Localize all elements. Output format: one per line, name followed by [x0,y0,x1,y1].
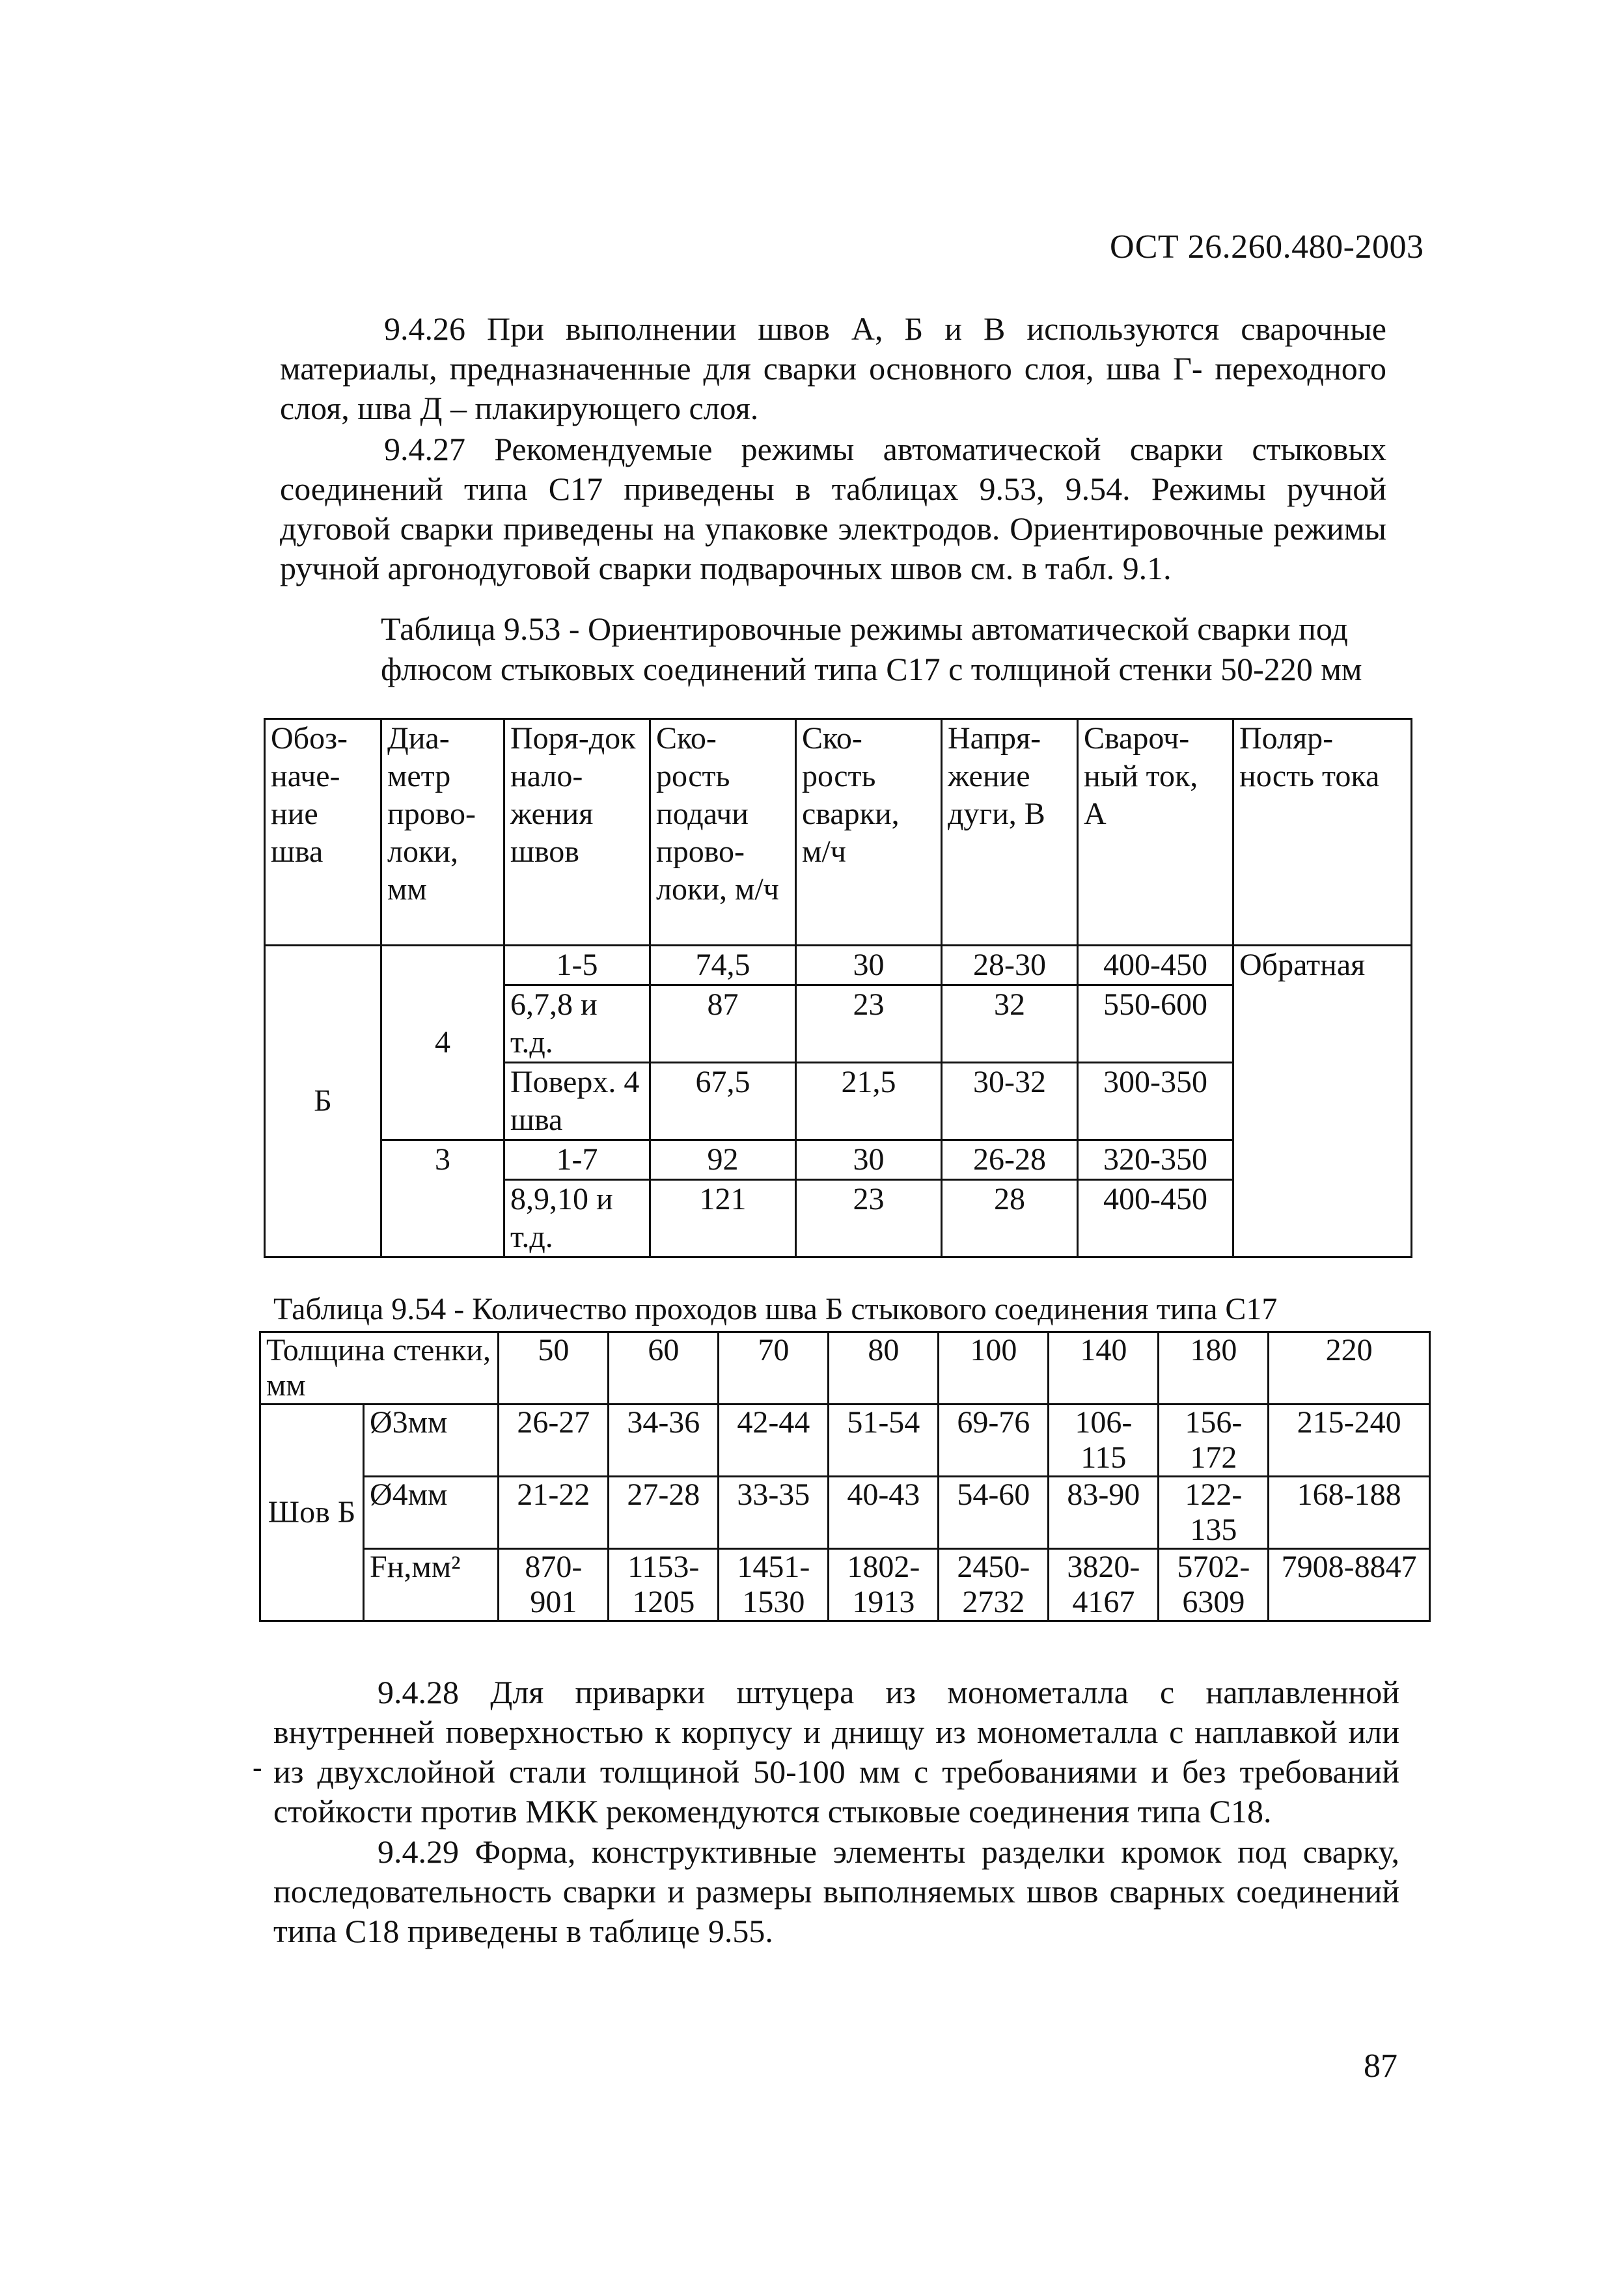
row-label-cell: Ø3мм [364,1405,499,1477]
diameter-cell: 4 [381,946,504,1140]
thickness-cell: 220 [1269,1332,1430,1405]
order-cell: 6,7,8 и т.д. [504,985,650,1063]
feed-cell: 74,5 [650,946,796,985]
header-cell: Диа-метр прово-локи, мм [381,719,504,946]
value-cell: 1153-1205 [609,1549,719,1621]
value-cell: 156-172 [1159,1405,1269,1477]
table-9-53 [264,718,1412,1258]
value-cell: 40-43 [829,1477,939,1549]
voltage-cell: 28 [942,1180,1078,1257]
header-cell: Поря-док нало-жения швов [504,719,650,946]
paragraph-9-4-27: 9.4.27 Рекомендуемые режимы автоматической сварки стыковых соединений типа С17 приведены в таблицах 9.53, 9.54. Режимы ручной дуговой сварки приведены на упаковке электродов. Ориентировочные режимы ручной аргонодуговой сварки подварочных швов см. в табл. 9.1. [280,431,1386,586]
value-cell: 69-76 [939,1405,1049,1477]
speed-cell: 30 [796,946,942,985]
paragraph-9-4-29: 9.4.29 Форма, конструктивные элементы разделки кромок под сварку, последовательность сварки и размеры выполняемых швов сварных соединений типа С18 приведены в таблице 9.55. [273,1833,1399,1949]
voltage-cell: 32 [942,985,1078,1063]
table-9-53-caption: Таблица 9.53 - Ориентировочные режимы автоматической сварки под флюсом стыковых соединений типа С17 с толщиной стенки 50-220 мм [381,610,1362,687]
current-cell: 300-350 [1078,1063,1233,1140]
row-label-cell: Ø4мм [364,1477,499,1549]
header-cell: Ско-рость подачи прово-локи, м/ч [650,719,796,946]
value-cell: 51-54 [829,1405,939,1477]
header-cell: Обоз-наче-ние шва [265,719,381,946]
table-9-54-caption: Таблица 9.54 - Количество проходов шва Б стыкового соединения типа С17 [273,1292,1278,1326]
table-row [265,946,1412,985]
seam-label-cell: Шов Б [260,1405,364,1621]
value-cell: 26-27 [499,1405,609,1477]
thickness-cell: 100 [939,1332,1049,1405]
header-cell: Напря-жение дуги, В [942,719,1078,946]
value-cell: 1802-1913 [829,1549,939,1621]
thickness-cell: 140 [1049,1332,1159,1405]
page-number: 87 [1364,2048,1397,2085]
value-cell: 27-28 [609,1477,719,1549]
value-cell: 42-44 [719,1405,829,1477]
order-cell: 1-7 [504,1140,650,1180]
value-cell: 1451-1530 [719,1549,829,1621]
thickness-cell: 70 [719,1332,829,1405]
value-cell: 5702-6309 [1159,1549,1269,1621]
value-cell: 122-135 [1159,1477,1269,1549]
current-cell: 320-350 [1078,1140,1233,1180]
value-cell: 54-60 [939,1477,1049,1549]
speed-cell: 30 [796,1140,942,1180]
value-cell: 83-90 [1049,1477,1159,1549]
table-header-row [265,719,1412,946]
feed-cell: 67,5 [650,1063,796,1140]
order-cell: Поверх. 4 шва [504,1063,650,1140]
order-cell: 1-5 [504,946,650,985]
value-cell: 106-115 [1049,1405,1159,1477]
value-cell: 33-35 [719,1477,829,1549]
margin-dash: - [253,1751,262,1783]
thickness-cell: 80 [829,1332,939,1405]
value-cell: 7908-8847 [1269,1549,1430,1621]
current-cell: 550-600 [1078,985,1233,1063]
thickness-cell: 180 [1159,1332,1269,1405]
feed-cell: 92 [650,1140,796,1180]
value-cell: 215-240 [1269,1405,1430,1477]
voltage-cell: 26-28 [942,1140,1078,1180]
table-row [260,1549,1430,1621]
value-cell: 21-22 [499,1477,609,1549]
value-cell: 3820-4167 [1049,1549,1159,1621]
voltage-cell: 30-32 [942,1063,1078,1140]
feed-cell: 121 [650,1180,796,1257]
diameter-cell: 3 [381,1140,504,1257]
speed-cell: 23 [796,985,942,1063]
header-cell: Поляр-ность тока [1233,719,1412,946]
thickness-label-cell: Толщина стенки, мм [260,1332,499,1405]
value-cell: 34-36 [609,1405,719,1477]
table-header-row [260,1332,1430,1405]
table-9-54 [259,1331,1431,1622]
polarity-cell: Обратная [1233,946,1412,1257]
speed-cell: 21,5 [796,1063,942,1140]
value-cell: 2450-2732 [939,1549,1049,1621]
speed-cell: 23 [796,1180,942,1257]
header-cell: Ско-рость сварки, м/ч [796,719,942,946]
current-cell: 400-450 [1078,946,1233,985]
thickness-cell: 60 [609,1332,719,1405]
seam-cell: Б [265,946,381,1257]
feed-cell: 87 [650,985,796,1063]
value-cell: 168-188 [1269,1477,1430,1549]
document-code: ОСТ 26.260.480-2003 [1110,228,1424,266]
value-cell: 870-901 [499,1549,609,1621]
voltage-cell: 28-30 [942,946,1078,985]
table-row [260,1405,1430,1477]
row-label-cell: Fн,мм² [364,1549,499,1621]
thickness-cell: 50 [499,1332,609,1405]
order-cell: 8,9,10 и т.д. [504,1180,650,1257]
paragraph-9-4-28: 9.4.28 Для приварки штуцера из монометалла с наплавленной внутренней поверхностью к корпусу и днищу из монометалла с наплавкой или из двухслойной стали толщиной 50-100 мм с требованиями и без требований стойкости против МКК рекомендуются стыковые соединения типа С18. [273,1674,1399,1830]
current-cell: 400-450 [1078,1180,1233,1257]
header-cell: Свароч-ный ток, А [1078,719,1233,946]
paragraph-9-4-26: 9.4.26 При выполнении швов А, Б и В используются сварочные материалы, предназначенные для сварки основного слоя, шва Г- переходного слоя, шва Д – плакирующего слоя. [280,310,1386,426]
table-row [260,1477,1430,1549]
